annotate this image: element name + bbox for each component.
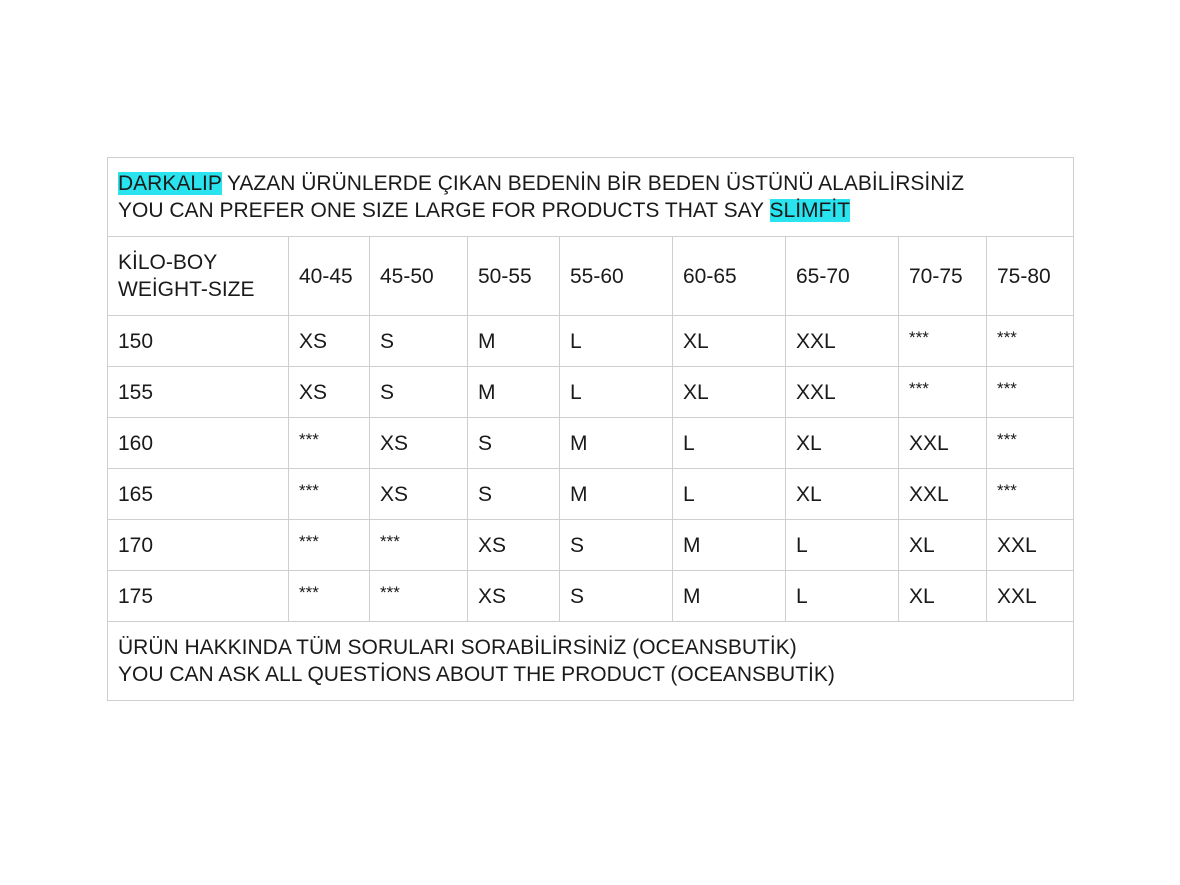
row-height-label: 175 — [108, 571, 289, 622]
column-header: 55-60 — [560, 237, 673, 316]
size-value: L — [683, 431, 695, 455]
size-cell — [560, 469, 673, 520]
size-value: L — [683, 482, 695, 506]
size-cell — [370, 316, 468, 367]
size-cell — [899, 418, 987, 469]
size-cell — [560, 418, 673, 469]
size-value: XXL — [909, 431, 949, 455]
size-cell — [987, 418, 1074, 469]
size-cell — [468, 367, 560, 418]
size-value: S — [570, 533, 585, 557]
size-cell — [987, 469, 1074, 520]
size-cell — [560, 571, 673, 622]
notice-line-1-text: YAZAN ÜRÜNLERDE ÇIKAN BEDENİN BİR BEDEN ÜSTÜNÜ ALABİLİRSİNİZ — [221, 172, 965, 195]
size-unavailable: *** — [299, 430, 319, 449]
size-cell — [673, 469, 786, 520]
size-value: XS — [299, 380, 328, 404]
column-header: 50-55 — [468, 237, 560, 316]
size-cell — [899, 316, 987, 367]
size-value: S — [380, 380, 395, 404]
size-value: XS — [478, 533, 507, 557]
size-cell — [786, 520, 899, 571]
size-value: M — [683, 584, 701, 608]
size-unavailable: *** — [380, 532, 400, 551]
column-header: 70-75 — [899, 237, 987, 316]
column-header: 60-65 — [673, 237, 786, 316]
footer-cell — [108, 622, 1074, 701]
size-cell — [899, 469, 987, 520]
size-value: M — [478, 380, 496, 404]
row-height-label: 160 — [108, 418, 289, 469]
size-cell — [899, 571, 987, 622]
table-row — [108, 316, 1074, 367]
table-row — [108, 418, 1074, 469]
size-value: S — [570, 584, 585, 608]
size-cell — [289, 418, 370, 469]
table-row — [108, 571, 1074, 622]
size-unavailable: *** — [299, 532, 319, 551]
size-cell — [673, 418, 786, 469]
table-row — [108, 367, 1074, 418]
size-value: M — [683, 533, 701, 557]
size-value: XL — [796, 482, 822, 506]
size-cell — [289, 520, 370, 571]
size-unavailable: *** — [997, 430, 1017, 449]
size-cell — [673, 571, 786, 622]
size-value: L — [796, 584, 808, 608]
size-cell — [289, 367, 370, 418]
notice-line-2 — [118, 197, 1073, 224]
size-cell — [987, 316, 1074, 367]
size-cell — [673, 520, 786, 571]
footer-line-1: ÜRÜN HAKKINDA TÜM SORULARI SORABİLİRSİNİZ (OCEANSBUTİK) — [118, 636, 797, 659]
row-height-label: 155 — [108, 367, 289, 418]
size-cell — [899, 520, 987, 571]
size-value: XXL — [796, 380, 836, 404]
size-value: XL — [796, 431, 822, 455]
size-cell — [786, 316, 899, 367]
size-cell — [987, 520, 1074, 571]
size-cell — [673, 316, 786, 367]
footer-line-2: YOU CAN ASK ALL QUESTİONS ABOUT THE PRODUCT (OCEANSBUTİK) — [118, 663, 835, 686]
table-row — [108, 520, 1074, 571]
size-cell — [370, 469, 468, 520]
size-value: XL — [683, 329, 709, 353]
corner-label-weight-size: WEİGHT-SIZE — [118, 278, 255, 301]
size-cell — [370, 520, 468, 571]
size-cell — [786, 571, 899, 622]
notice-line-1 — [118, 170, 1073, 197]
size-cell — [468, 469, 560, 520]
column-header: 65-70 — [786, 237, 899, 316]
size-unavailable: *** — [909, 379, 929, 398]
size-value: XXL — [909, 482, 949, 506]
size-cell — [987, 367, 1074, 418]
size-value: XL — [683, 380, 709, 404]
column-header: 45-50 — [370, 237, 468, 316]
table-row — [108, 469, 1074, 520]
size-cell — [987, 571, 1074, 622]
corner-header-cell — [108, 237, 289, 316]
size-unavailable: *** — [997, 379, 1017, 398]
size-cell — [560, 367, 673, 418]
notice-row — [108, 158, 1074, 237]
footer-row — [108, 622, 1074, 701]
size-cell — [899, 367, 987, 418]
size-unavailable: *** — [380, 583, 400, 602]
size-value: S — [380, 329, 395, 353]
header-row — [108, 237, 1074, 316]
size-value: XS — [299, 329, 328, 353]
size-cell — [370, 418, 468, 469]
size-cell — [468, 316, 560, 367]
size-unavailable: *** — [997, 481, 1017, 500]
size-cell — [560, 316, 673, 367]
size-value: M — [570, 431, 588, 455]
notice-line-2-text: YOU CAN PREFER ONE SIZE LARGE FOR PRODUCTS THAT SAY — [118, 199, 770, 222]
size-value: M — [570, 482, 588, 506]
corner-label-kilo-boy: KİLO-BOY — [118, 251, 218, 274]
size-value: XS — [380, 431, 409, 455]
size-unavailable: *** — [909, 328, 929, 347]
size-chart-table — [107, 157, 1074, 701]
column-header: 75-80 — [987, 237, 1074, 316]
notice-cell — [108, 158, 1074, 237]
column-header: 40-45 — [289, 237, 370, 316]
size-cell — [786, 367, 899, 418]
size-value: XS — [380, 482, 409, 506]
row-height-label: 165 — [108, 469, 289, 520]
size-value: S — [478, 431, 493, 455]
size-cell — [786, 469, 899, 520]
size-cell — [786, 418, 899, 469]
size-unavailable: *** — [997, 328, 1017, 347]
size-value: L — [796, 533, 808, 557]
size-cell — [370, 367, 468, 418]
size-unavailable: *** — [299, 481, 319, 500]
size-cell — [289, 469, 370, 520]
size-cell — [560, 520, 673, 571]
size-cell — [468, 418, 560, 469]
size-value: XXL — [796, 329, 836, 353]
size-value: M — [478, 329, 496, 353]
row-height-label: 170 — [108, 520, 289, 571]
size-rows — [108, 316, 1074, 622]
size-value: L — [570, 329, 582, 353]
size-value: XXL — [997, 584, 1037, 608]
size-cell — [468, 571, 560, 622]
size-value: L — [570, 380, 582, 404]
size-value: S — [478, 482, 493, 506]
slimfit-highlight: SLİMFİT — [769, 199, 851, 222]
size-cell — [289, 316, 370, 367]
size-value: XS — [478, 584, 507, 608]
size-value: XL — [909, 533, 935, 557]
size-unavailable: *** — [299, 583, 319, 602]
size-cell — [468, 520, 560, 571]
size-cell — [289, 571, 370, 622]
row-height-label: 150 — [108, 316, 289, 367]
size-value: XXL — [997, 533, 1037, 557]
size-cell — [673, 367, 786, 418]
size-value: XL — [909, 584, 935, 608]
darkalip-highlight: DARKALIP — [118, 172, 222, 195]
size-cell — [370, 571, 468, 622]
